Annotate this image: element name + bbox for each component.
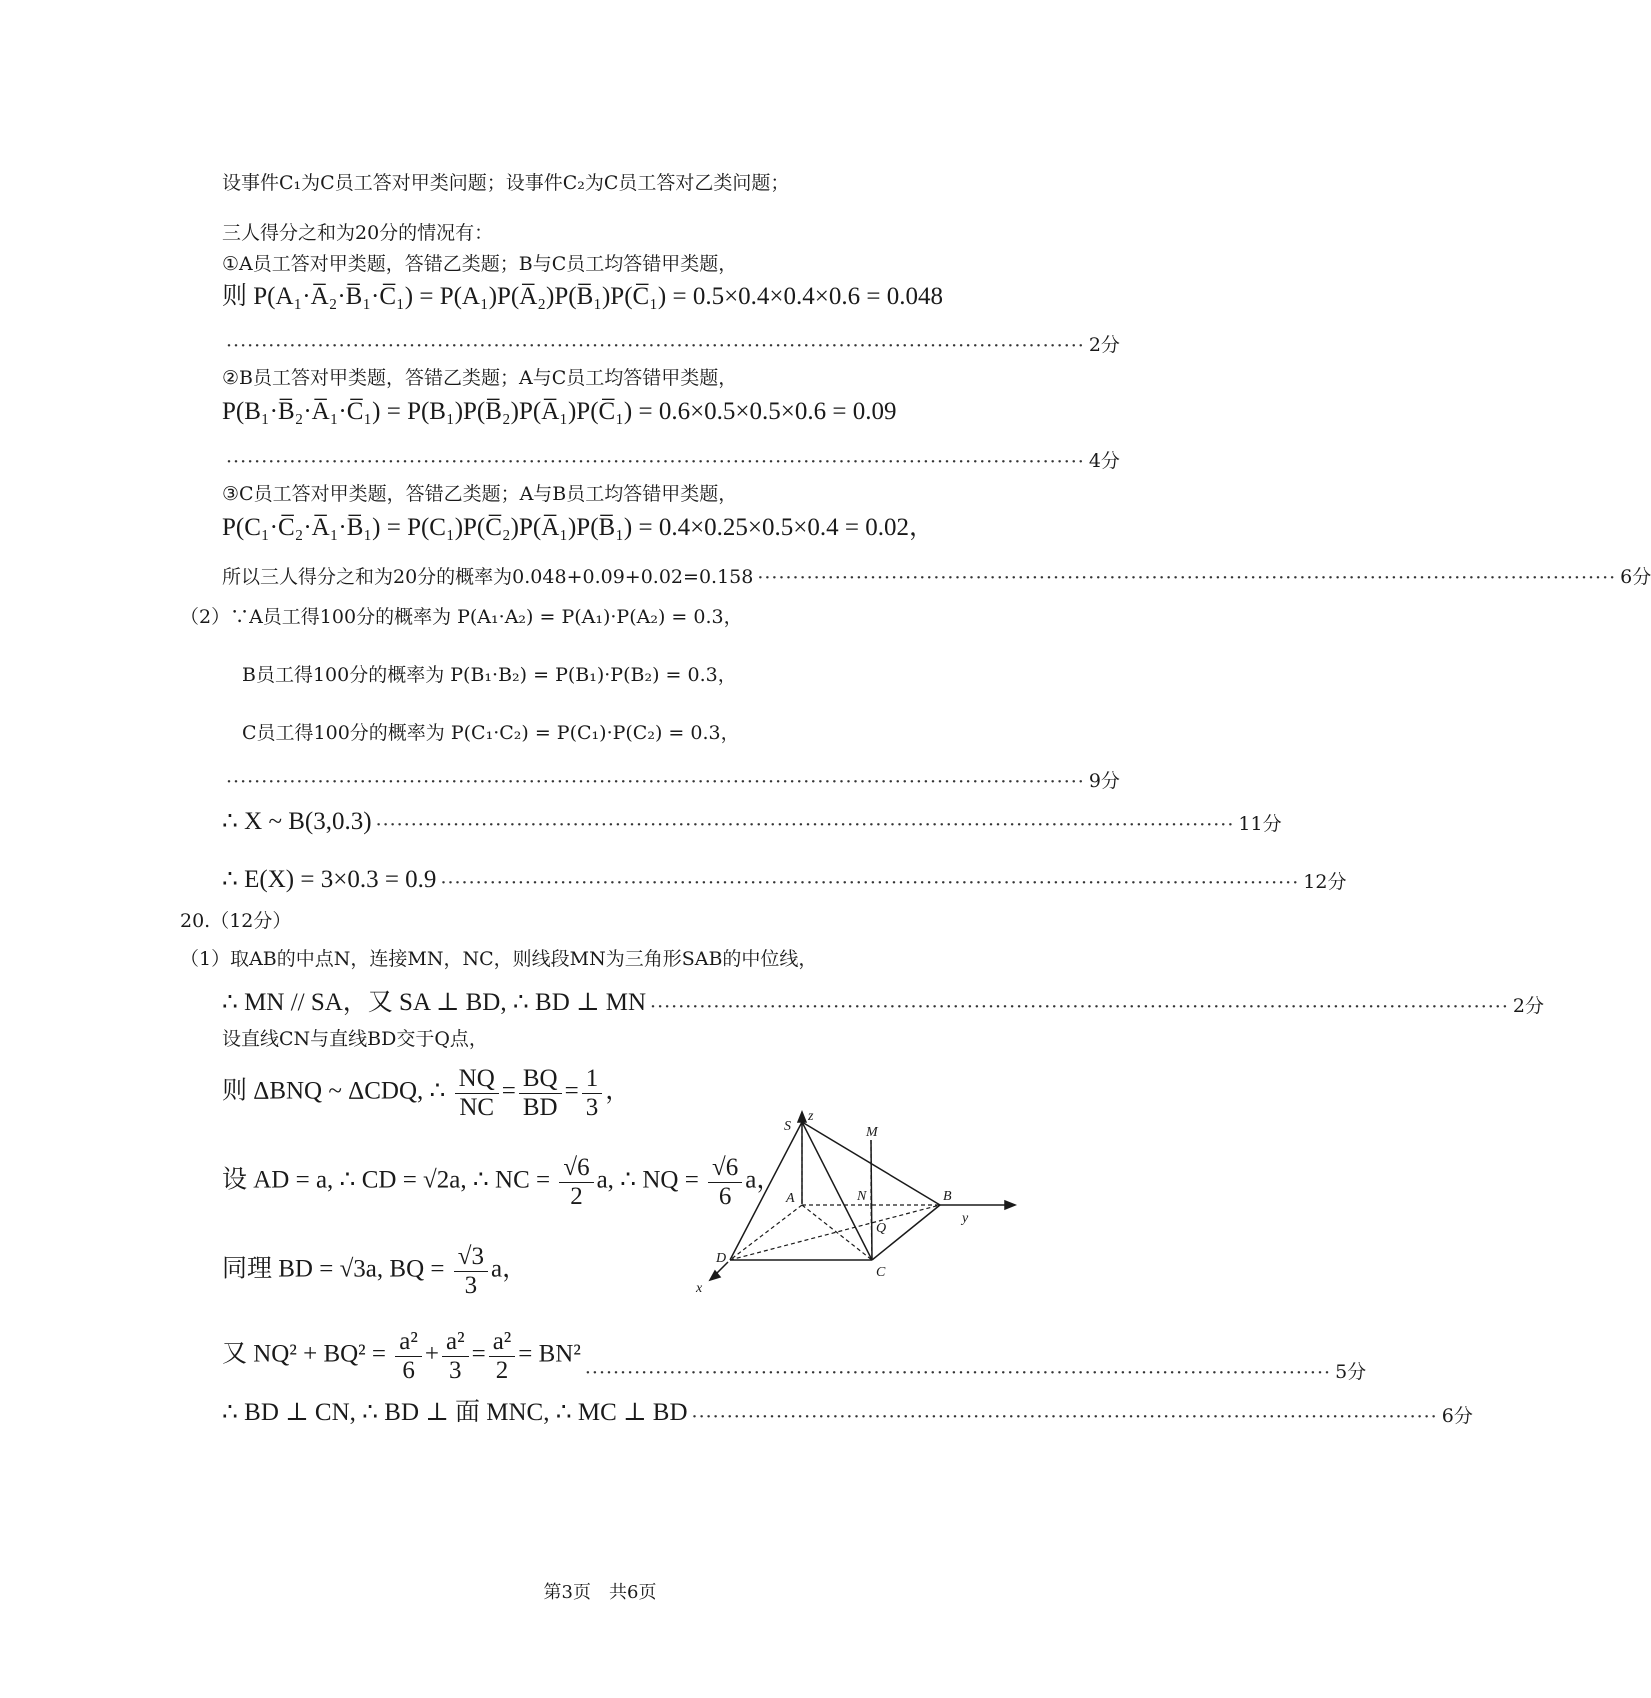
label-B: B [943,1189,952,1204]
dot-leader: ·························································································································· [375,814,1235,836]
formula-part: 设 AD = a, ∴ CD = √2a, ∴ NC = [222,1166,551,1194]
fraction-denominator: BD [522,1093,558,1121]
formula-part: = BN² [518,1340,581,1368]
label-Q: Q [876,1221,887,1236]
score-label: 9分 [1088,770,1120,792]
fraction-denominator: 6 [402,1356,415,1384]
dot-leader: ·························································································································· [650,996,1509,1018]
fraction [455,1065,499,1121]
fraction-denominator: 2 [570,1182,583,1210]
formula-part: a， [490,1255,528,1283]
formula-part: 又 NQ² + BQ² = [222,1340,387,1368]
formula: 又 NQ² + BQ² = $\frac{\text{a²}}{6}$ + $\frac{\text{a²}}{3}$ = $\frac{\text{a²}}{2}$ = BN² [222,1328,581,1384]
score-label: 12分 [1303,871,1347,893]
formula [222,1243,527,1299]
formula-part: 则 ΔBNQ ~ ΔCDQ, ∴ [222,1077,446,1105]
score-label: 6分 [1620,566,1651,588]
diagonal-DB [730,1205,940,1260]
fraction-denominator: NC [459,1093,495,1121]
dot-leader: ·························································································································· [757,567,1617,589]
fraction [519,1065,562,1121]
text-line: 三人得分之和为20分的情况有： [222,222,494,244]
label-A: A [786,1191,795,1206]
score-row [222,327,1120,357]
formula-part: a, ∴ NQ = [596,1166,699,1194]
fraction-numerator: a² [489,1328,516,1357]
label-M: M [866,1125,878,1140]
dot-leader: ·························································································································· [440,872,1300,894]
fraction-numerator: a² [442,1328,469,1357]
dot-leader: ·········································································································· [691,1406,1438,1428]
score-row [222,864,1347,894]
fraction-numerator: √3 [454,1243,488,1272]
edge-AD [730,1205,802,1260]
text-line: 所以三人得分之和为20分的概率为0.048+0.09+0.02=0.158 [222,566,754,588]
formula: ∴ BD ⊥ CN, ∴ BD ⊥ 面 MNC, ∴ MC ⊥ BD [222,1399,688,1426]
text-line: ①A员工答对甲类题，答错乙类题；B与C员工均答错甲类题， [222,253,738,275]
dot-leader: ·········································································································· [584,1362,1332,1384]
fraction-denominator: 3 [585,1093,599,1121]
formula: P(C₁·C̅₂·A̅₁·B̅₁) = P(C₁)P(C̅₂)P(A̅₁)P(B̅₁) = 0.4×0.25×0.5×0.4 = 0.02， [222,514,934,541]
fraction-numerator: a² [395,1328,422,1357]
score-label: 5分 [1335,1361,1367,1383]
label-D: D [716,1251,727,1266]
fraction-numerator: 1 [582,1065,603,1094]
fraction [395,1328,422,1384]
diagonal-AC [802,1205,872,1260]
score-label: 4分 [1088,450,1120,472]
fraction [442,1328,469,1384]
label-N: N [857,1189,867,1204]
y-axis-arrow [1005,1201,1015,1209]
dot-leader: ·························································································································· [226,335,1085,357]
score-label: 6分 [1441,1405,1473,1427]
fraction-denominator: 3 [464,1271,478,1299]
fraction [559,1154,593,1210]
text-line: ③C员工答对甲类题，答错乙类题；A与B员工均答错甲类题， [222,483,738,505]
fraction [454,1243,488,1299]
score-label: 11分 [1238,813,1282,835]
fraction-numerator: √6 [708,1154,742,1183]
text-line: C员工得100分的概率为 P(C₁·C₂) = P(C₁)·P(C₂) = 0.3， [242,722,740,744]
score-row [222,443,1120,473]
fraction-numerator: BQ [519,1065,562,1094]
text-line: （2）∵A员工得100分的概率为 P(A₁·A₂) = P(A₁)·P(A₂) = 0.3， [180,606,743,628]
pyramid-figure [696,1109,1040,1360]
score-row [222,988,1544,1018]
dot-leader: ·························································································································· [226,771,1085,793]
fraction-denominator: 6 [718,1182,732,1210]
score-row [222,1398,1473,1428]
fraction-denominator: 3 [449,1356,462,1384]
text-line: B员工得100分的概率为 P(B₁·B₂) = P(B₁)·P(B₂) = 0.3， [242,664,737,686]
label-C: C [876,1265,886,1280]
formula: 则 P(A₁·A̅₂·B̅₁·C̅₁) = P(A₁)P(A̅₂)P(B̅₁)P(C̅₁) = 0.5×0.4×0.4×0.6 = 0.048 [222,283,943,310]
formula: ∴ X ~ B(3,0.3) [222,808,372,835]
formula: P(B₁·B̅₂·A̅₁·C̅₁) = P(B₁)P(B̅₂)P(A̅₁)P(C̅₁) = 0.6×0.5×0.5×0.6 = 0.09 [222,398,897,425]
fraction [708,1154,742,1210]
score-row [222,763,1120,793]
text-line: ②B员工答对甲类题，答错乙类题；A与C员工均答错甲类题， [222,367,738,389]
formula: 则 ΔBNQ ~ ΔCDQ, ∴ $\frac{NQ}{NC}$ = $\frac{BQ}{BD}$ = $\frac{1}{3}$ ， [222,1065,631,1121]
label-z: z [808,1109,814,1124]
text-line: （1）取AB的中点N，连接MN，NC，则线段MN为三角形SAB的中位线， [180,948,818,970]
score-row [222,559,1651,589]
score-label: 2分 [1088,334,1120,356]
text-line: 设直线CN与直线BD交于Q点， [222,1028,488,1050]
text-line: 设事件C₁为C员工答对甲类问题；设事件C₂为C员工答对乙类问题； [222,172,790,194]
formula-part: 同理 BD = √3a, BQ = [222,1255,445,1283]
fraction-numerator: √6 [559,1154,593,1183]
score-label: 2分 [1512,995,1544,1017]
fraction-numerator: NQ [455,1065,499,1094]
fraction-denominator: 2 [495,1356,509,1384]
z-axis-arrow [798,1112,806,1122]
formula [222,1154,781,1210]
fraction [489,1328,516,1384]
formula-part: a， [745,1166,782,1194]
problem-heading: 20.（12分） [180,910,292,932]
dot-leader: ·························································································································· [226,451,1085,473]
fraction [582,1065,603,1121]
score-row [222,806,1282,836]
formula: ∴ E(X) = 3×0.3 = 0.9 [222,866,437,893]
page-footer: 第3页 共6页 [543,1582,657,1603]
label-y: y [962,1211,969,1226]
formula: ∴ MN // SA，又 SA ⊥ BD, ∴ BD ⊥ MN [222,989,647,1016]
label-S: S [784,1119,791,1134]
label-x: x [696,1281,703,1296]
